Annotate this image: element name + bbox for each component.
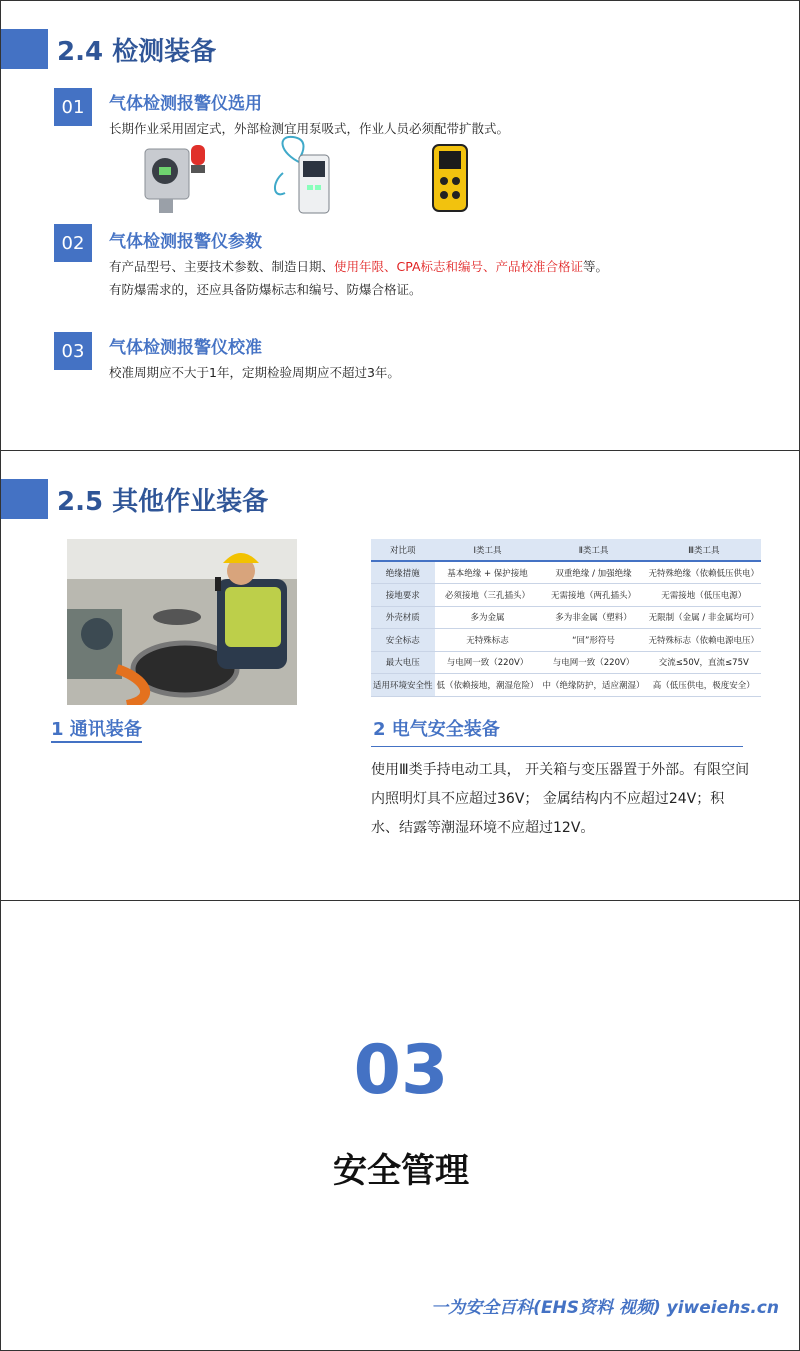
table-cell: 基本绝缘 + 保护接地 (435, 561, 541, 584)
param-text-b: 等。 (583, 259, 609, 274)
table-cell: 无特殊绝缘（依赖低压供电） (647, 561, 762, 584)
footer-watermark: 一为安全百科(EHS资料 视频) yiweiehs.cn (431, 1298, 779, 1318)
slide-section-cover (0, 900, 800, 1351)
item-number-01: 01 (54, 88, 92, 126)
table-cell: 必须接地（三孔插头） (435, 584, 541, 607)
table-header: Ⅲ类工具 (647, 539, 762, 561)
table-cell: 双重绝缘 / 加强绝缘 (541, 561, 647, 584)
pump-gas-detector-icon (269, 133, 337, 215)
item-number-03: 03 (54, 332, 92, 370)
slide-other-equipment (0, 450, 800, 901)
section-number: 03 (353, 1031, 449, 1110)
table-cell: 中（绝缘防护，适应潮湿） (541, 674, 647, 697)
item-text-calibration: 校准周期应不大于1年，定期检验周期应不超过3年。 (109, 365, 400, 380)
item-heading-selection: 气体检测报警仪选用 (109, 94, 262, 114)
table-row (371, 584, 761, 607)
item-text-parameters (109, 257, 608, 275)
param-text-highlight: 使用年限、CPA标志和编号、产品校准合格证 (334, 259, 584, 274)
table-cell: 安全标志 (371, 629, 435, 652)
table-cell: 接地要求 (371, 584, 435, 607)
table-row (371, 674, 761, 697)
table-header: Ⅰ类工具 (435, 539, 541, 561)
item-number-02: 02 (54, 224, 92, 262)
fixed-gas-detector-icon (141, 139, 211, 215)
portable-gas-detector-icon (431, 143, 469, 213)
slide-detection-equipment (0, 0, 800, 451)
slide-title: 2.5 其他作业装备 (57, 487, 269, 517)
table-cell: 多为金属 (435, 606, 541, 629)
table-cell: 无需接地（两孔插头） (541, 584, 647, 607)
table-row (371, 651, 761, 674)
table-cell: 无特殊标志（依赖电源电压） (647, 629, 762, 652)
table-header: Ⅱ类工具 (541, 539, 647, 561)
slide-title: 2.4 检测装备 (57, 37, 217, 67)
table-cell: 适用环境安全性 (371, 674, 435, 697)
title-accent-bar (1, 29, 48, 69)
table-row (371, 561, 761, 584)
table-cell: 交流≤50V，直流≤75V (647, 651, 762, 674)
item-heading-calibration: 气体检测报警仪校准 (109, 338, 262, 358)
table-row (371, 606, 761, 629)
section-title: 安全管理 (333, 1151, 469, 1191)
item-text-selection: 长期作业采用固定式，外部检测宜用泵吸式，作业人员必须配带扩散式。 (109, 121, 510, 136)
table-cell: 无需接地（低压电源） (647, 584, 762, 607)
table-cell: 高（低压供电，极度安全） (647, 674, 762, 697)
worker-photo (67, 539, 297, 705)
electrical-safety-paragraph: 使用Ⅲ类手持电动工具， 开关箱与变压器置于外部。有限空间内照明灯具不应超过36V； 金属结构内不应超过24V；积水、结露等潮湿环境不应超过12V。 (371, 762, 750, 836)
table-cell: 无限制（金属 / 非金属均可） (647, 606, 762, 629)
table-cell: 最大电压 (371, 651, 435, 674)
table-row (371, 629, 761, 652)
table-cell: 多为非金属（塑料） (541, 606, 647, 629)
table-cell: “回”形符号 (541, 629, 647, 652)
label-communication-equipment: 1 通讯装备 (51, 715, 142, 743)
table-header-row (371, 539, 761, 561)
table-cell: 低（依赖接地，潮湿危险） (435, 674, 541, 697)
table-cell: 外壳材质 (371, 606, 435, 629)
param-text-a: 有产品型号、主要技术参数、制造日期、 (109, 259, 335, 274)
item-text-explosion-proof: 有防爆需求的，还应具备防爆标志和编号、防爆合格证。 (109, 282, 422, 297)
label-electrical-safety-equipment: 2 电气安全装备 (373, 719, 500, 740)
table-cell: 与电网一致（220V） (541, 651, 647, 674)
label-divider (371, 746, 743, 747)
table-cell: 无特殊标志 (435, 629, 541, 652)
tool-comparison-table (371, 539, 761, 697)
table-header: 对比项 (371, 539, 435, 561)
table-cell: 绝缘措施 (371, 561, 435, 584)
title-accent-bar (1, 479, 48, 519)
item-heading-parameters: 气体检测报警仪参数 (109, 232, 262, 252)
table-cell: 与电网一致（220V） (435, 651, 541, 674)
